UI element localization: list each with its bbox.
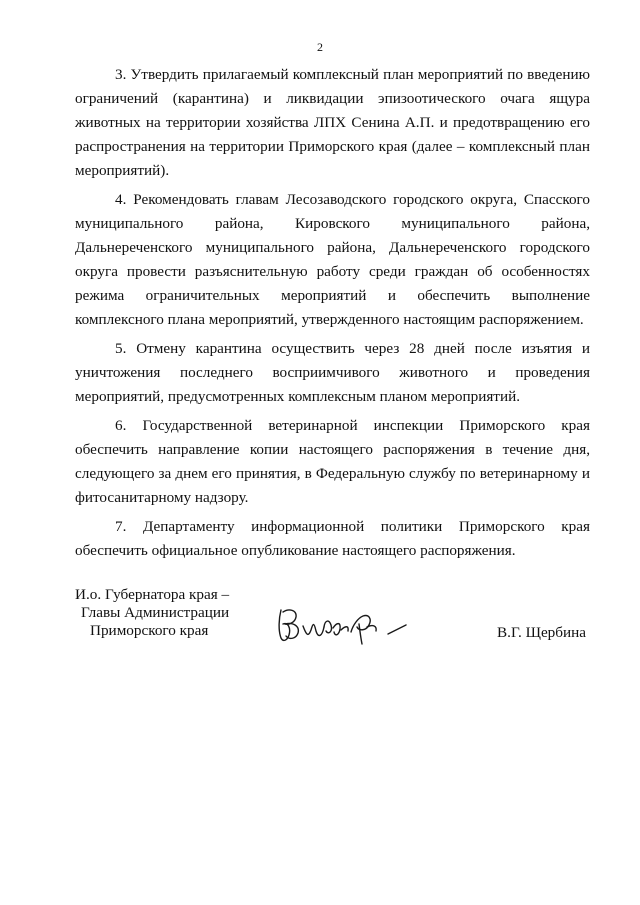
paragraph-4: 4. Рекомендовать главам Лесозаводского городского округа, Спасского муниципального района, Кировского муниципального района, Дальнереченского муниципального района, Дальнереченского городского округа провести разъяснительную работу среди граждан об особенностях режима ограничительных мероприятий и обеспечить выполнение комплексного плана мероприятий, утвержденного настоящим распоряжением. [75,191,590,328]
paragraph-6: 6. Государственной ветеринарной инспекции Приморского края обеспечить направление копии настоящего распоряжения в течение дня, следующего за днем его принятия, в Федеральную службу по ветеринарному и фитосанитарному надзору. [75,417,590,506]
signer-title-line-2: Главы Администрации [81,604,230,621]
page-number: 2 [317,40,323,54]
paragraph-7: 7. Департаменту информационной политики Приморского края обеспечить официальное опубликование настоящего распоряжения. [75,518,590,559]
paragraph-3: 3. Утвердить прилагаемый комплексный план мероприятий по введению ограничений (карантина) и ликвидации эпизоотического очага ящура животных на территории хозяйства ЛПХ Сенина А.П. и предотвращению его распространения на территории Приморского края (далее – комплексный план мероприятий). [75,66,590,179]
document-body [75,63,590,568]
signature-block [75,586,595,656]
signer-title-line-1: И.о. Губернатора края – [75,586,230,603]
signer-title [75,586,229,640]
paragraph-5: 5. Отмену карантина осуществить через 28 дней после изъятия и уничтожения последнего восприимчивого животного и проведения мероприятий, предусмотренных комплексным планом мероприятий. [75,340,590,405]
handwritten-signature [273,604,423,648]
signer-name: В.Г. Щербина [497,624,586,641]
signer-title-line-3: Приморского края [90,622,209,639]
